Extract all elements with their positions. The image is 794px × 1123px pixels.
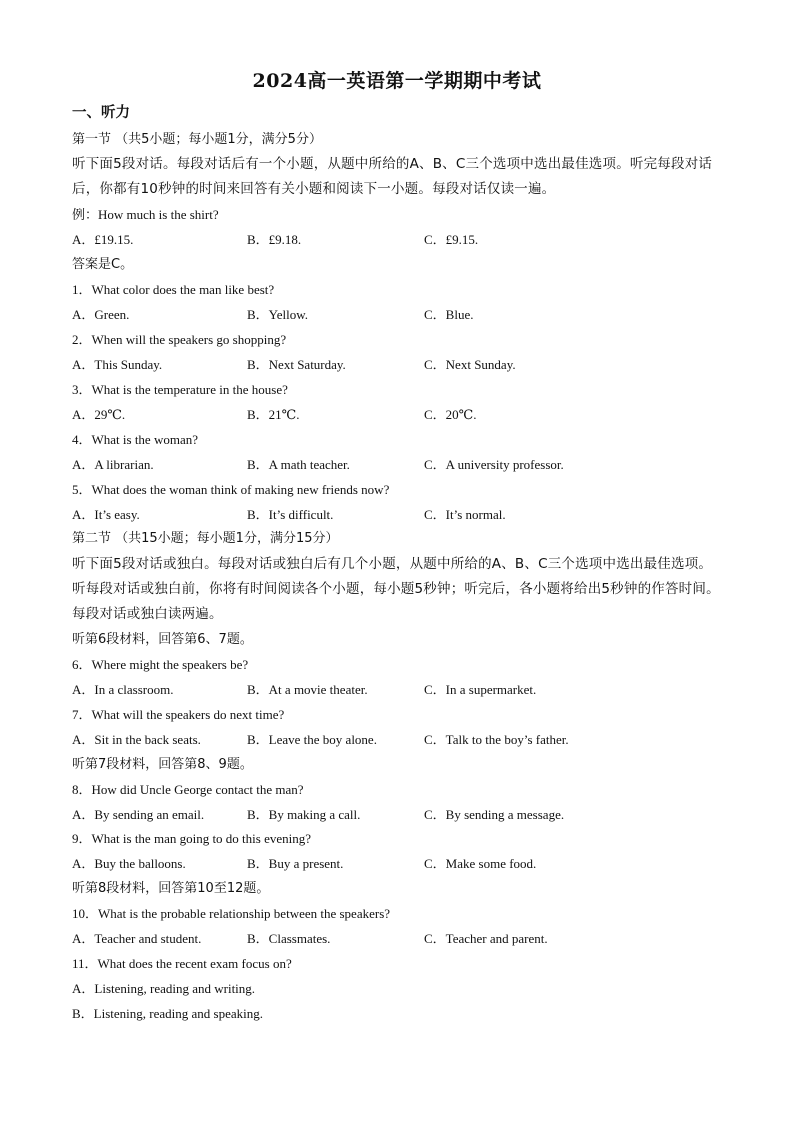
- question-10-options: [72, 930, 732, 948]
- section1-heading: 第一节 （共5小题；每小题1分，满分5分）: [72, 132, 322, 147]
- question-1: 1．What color does the man like best?: [72, 282, 275, 297]
- question-11-option-b: B．Listening, reading and speaking.: [72, 1006, 263, 1021]
- material-7-note: 听第7段材料，回答第8、9题。: [72, 757, 253, 772]
- option-a: A．By sending an email.: [72, 807, 205, 822]
- option-a: A．29℃.: [72, 407, 126, 422]
- option-a: A．Buy the balloons.: [72, 856, 186, 871]
- option-b: B．Leave the boy alone.: [247, 732, 377, 747]
- option-a: A．In a classroom.: [72, 682, 174, 697]
- material-6-note: 听第6段材料，回答第6、7题。: [72, 632, 253, 647]
- option-b: B．£9.18.: [247, 232, 302, 247]
- option-a: A．£19.15.: [72, 232, 134, 247]
- example-question: 例：How much is the shirt?: [72, 207, 219, 222]
- question-10: 10．What is the probable relationship between the speakers?: [72, 906, 391, 921]
- question-7: 7．What will the speakers do next time?: [72, 707, 285, 722]
- question-6: 6．Where might the speakers be?: [72, 657, 249, 672]
- exam-title: 2024高一英语第一学期期中考试: [252, 70, 542, 92]
- option-b: B．Buy a present.: [247, 856, 344, 871]
- option-c: C．Teacher and parent.: [424, 931, 548, 946]
- option-a: A．Sit in the back seats.: [72, 732, 201, 747]
- option-a: A．A librarian.: [72, 457, 154, 472]
- option-c: C．20℃.: [424, 407, 477, 422]
- option-c: C．Make some food.: [424, 856, 537, 871]
- option-b: B．Classmates.: [247, 931, 331, 946]
- question-5: 5．What does the woman think of making new friends now?: [72, 482, 390, 497]
- option-b: B．21℃.: [247, 407, 300, 422]
- option-b: B．Next Saturday.: [247, 357, 346, 372]
- option-c: C．Blue.: [424, 307, 474, 322]
- option-c: C．Next Sunday.: [424, 357, 516, 372]
- option-b: B．At a movie theater.: [247, 682, 368, 697]
- question-4-options: [72, 456, 732, 474]
- option-c: C．It’s normal.: [424, 507, 506, 522]
- option-b: B．By making a call.: [247, 807, 361, 822]
- option-c: C．Talk to the boy’s father.: [424, 732, 569, 747]
- question-8: 8．How did Uncle George contact the man?: [72, 782, 304, 797]
- question-5-options: [72, 506, 732, 524]
- question-3-options: [72, 406, 732, 424]
- question-11-option-a: A．Listening, reading and writing.: [72, 981, 256, 996]
- option-a: A．It’s easy.: [72, 507, 140, 522]
- option-b: B．A math teacher.: [247, 457, 350, 472]
- question-4: 4．What is the woman?: [72, 432, 198, 447]
- section2-instructions: 听下面5段对话或独白。每段对话或独白后有几个小题，从题中所给的A、B、C三个选项中选出最佳选项。听每段对话或独白前，你将有时间阅读各个小题，每小题5秒钟；听完后，各小题将给出5秒钟的作答时间。每段对话或独白读两遍。: [72, 556, 720, 622]
- question-8-options: [72, 806, 732, 824]
- option-a: A．This Sunday.: [72, 357, 163, 372]
- section1-instructions: 听下面5段对话。每段对话后有一个小题，从题中所给的A、B、C三个选项中选出最佳选项。听完每段对话后，你都有10秒钟的时间来回答有关小题和阅读下一小题。每段对话仅读一遍。: [72, 156, 713, 197]
- question-11: 11．What does the recent exam focus on?: [72, 956, 292, 971]
- option-a: A．Green.: [72, 307, 130, 322]
- part-heading-listening: 一、听力: [72, 105, 130, 121]
- question-6-options: [72, 681, 732, 699]
- example-answer: 答案是C。: [72, 257, 134, 272]
- option-c: C．£9.15.: [424, 232, 479, 247]
- option-a: A．Teacher and student.: [72, 931, 202, 946]
- question-9-options: [72, 855, 732, 873]
- question-1-options: [72, 306, 732, 324]
- question-3: 3．What is the temperature in the house?: [72, 382, 288, 397]
- section2-heading: 第二节 （共15小题；每小题1分，满分15分）: [72, 531, 339, 546]
- option-c: C．In a supermarket.: [424, 682, 537, 697]
- material-8-note: 听第8段材料，回答第10至12题。: [72, 881, 270, 896]
- option-c: C．A university professor.: [424, 457, 564, 472]
- question-7-options: [72, 731, 732, 749]
- option-b: B．Yellow.: [247, 307, 309, 322]
- question-2: 2．When will the speakers go shopping?: [72, 332, 287, 347]
- example-options: [72, 231, 732, 249]
- question-2-options: [72, 356, 732, 374]
- option-c: C．By sending a message.: [424, 807, 565, 822]
- question-9: 9．What is the man going to do this evening?: [72, 831, 312, 846]
- option-b: B．It’s difficult.: [247, 507, 334, 522]
